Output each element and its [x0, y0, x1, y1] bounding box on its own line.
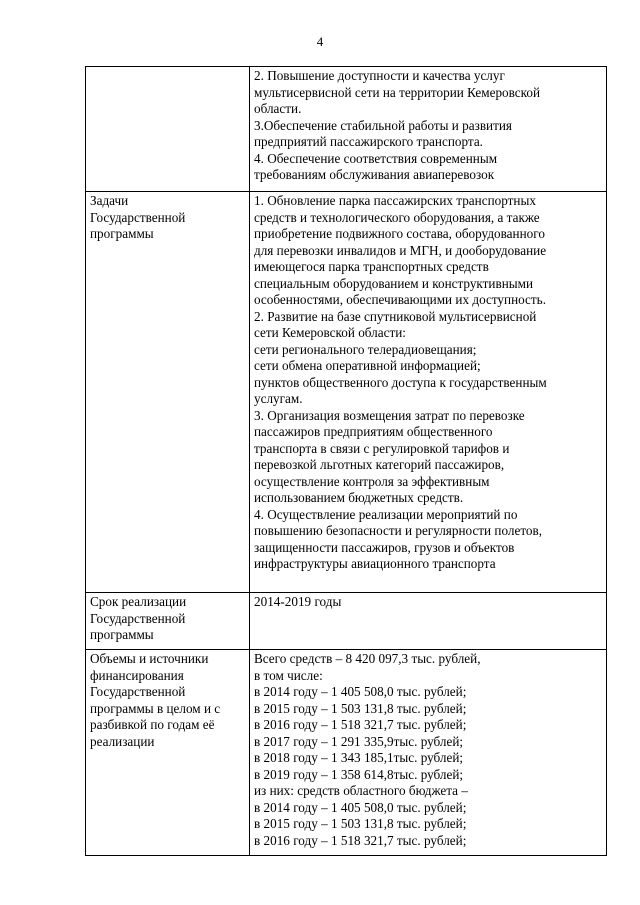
text-line: повышению безопасности и регулярности полетов, — [254, 523, 543, 538]
label-line: Государственной — [90, 610, 186, 626]
label-line: программы — [90, 627, 154, 642]
page-number: 4 — [316, 34, 324, 49]
text-line: приобретение подвижного состава, оборудованного — [254, 226, 545, 241]
program-passport-table — [85, 66, 607, 856]
label-line: Объемы и источники — [90, 651, 209, 666]
text-line: использованием бюджетных средств. — [254, 490, 464, 505]
table-row-tasks — [86, 192, 607, 593]
text-line: мультисервисной сети на территории Кемеровской — [254, 84, 541, 100]
text-line: средств и технологического оборудования, а также — [254, 209, 540, 225]
text-line: 4. Обеспечение соответствия современным — [254, 150, 498, 166]
label-line: реализации — [90, 733, 155, 749]
text-line: 2. Повышение доступности и качества услуг — [254, 68, 505, 83]
row-label-empty — [86, 67, 250, 192]
text-line: имеющегося парка транспортных средств — [254, 259, 489, 274]
text-line: 3.Обеспечение стабильной работы и развития — [254, 117, 512, 133]
row-label-funding — [86, 650, 250, 856]
table-row-funding — [86, 650, 607, 856]
text-line: в том числе: — [254, 667, 323, 683]
text-line: сети регионального телерадиовещания; — [254, 341, 477, 357]
label-line: Задачи — [90, 193, 129, 208]
text-line: требованиям обслуживания авиаперевозок — [254, 167, 495, 182]
text-line: 4. Осуществление реализации мероприятий по — [254, 506, 518, 522]
label-line: Срок реализации — [90, 594, 187, 609]
text-line: пассажиров предприятиям общественного — [254, 424, 493, 439]
table-row-goals-continued — [86, 67, 607, 192]
text-line: в 2015 году – 1 503 131,8 тыс. рублей; — [254, 700, 467, 716]
row-label-term — [86, 593, 250, 650]
text-line: 2. Развитие на базе спутниковой мультисервисной — [254, 308, 537, 324]
text-line: осуществление контроля за эффективным — [254, 473, 490, 489]
text-line: особенностями, обеспечивающими их доступность. — [254, 292, 546, 307]
text-line: области. — [254, 101, 302, 116]
text-line: для перевозки инвалидов и МГН, и дооборудование — [254, 242, 547, 258]
text-line: защищенности пассажиров, грузов и объектов — [254, 539, 515, 555]
label-line: Государственной — [90, 209, 186, 225]
text-line: транспорта в связи с регулировкой тарифов и — [254, 440, 510, 456]
text-line: 1. Обновление парка пассажирских транспортных — [254, 193, 536, 208]
text-line: из них: средств областного бюджета – — [254, 783, 468, 798]
text-line: в 2014 году – 1 405 508,0 тыс. рублей; — [254, 799, 467, 815]
label-line: разбивкой по годам её — [90, 717, 215, 732]
goals-content-cell — [250, 67, 607, 192]
text-line: в 2019 году – 1 358 614,8тыс. рублей; — [254, 766, 464, 782]
text-line: сети обмена оперативной информацией; — [254, 358, 481, 373]
label-line: финансирования — [90, 667, 184, 683]
text-line: в 2014 году – 1 405 508,0 тыс. рублей; — [254, 684, 467, 699]
row-label-tasks — [86, 192, 250, 593]
funding-content-cell — [250, 650, 607, 856]
text-line: в 2018 году – 1 343 185,1тыс. рублей; — [254, 750, 464, 765]
text-line: в 2016 году – 1 518 321,7 тыс. рублей; — [254, 717, 467, 732]
text-line: специальным оборудованием и конструктивными — [254, 275, 534, 291]
text-line: инфраструктуры авиационного транспорта — [254, 556, 496, 571]
text-line: 3. Организация возмещения затрат по перевозке — [254, 407, 525, 423]
text-line: Всего средств – 8 420 097,3 тыс. рублей, — [254, 651, 481, 666]
text-line: сети Кемеровской области: — [254, 325, 406, 340]
text-line: 2014-2019 годы — [254, 594, 342, 609]
text-line: услугам. — [254, 391, 303, 406]
label-line: Государственной — [90, 684, 186, 699]
text-line: перевозкой льготных категорий пассажиров, — [254, 457, 505, 472]
tasks-content-cell — [250, 192, 607, 593]
text-line: предприятий пассажирского транспорта. — [254, 134, 483, 149]
text-line: в 2016 году – 1 518 321,7 тыс. рублей; — [254, 832, 467, 848]
label-line: программы — [90, 226, 154, 241]
text-line: в 2017 году – 1 291 335,9тыс. рублей; — [254, 733, 464, 749]
label-line: программы в целом и с — [90, 700, 221, 716]
table-row-term — [86, 593, 607, 650]
text-line: в 2015 году – 1 503 131,8 тыс. рублей; — [254, 816, 467, 831]
term-content-cell — [250, 593, 607, 650]
text-line: пунктов общественного доступа к государственным — [254, 374, 547, 390]
